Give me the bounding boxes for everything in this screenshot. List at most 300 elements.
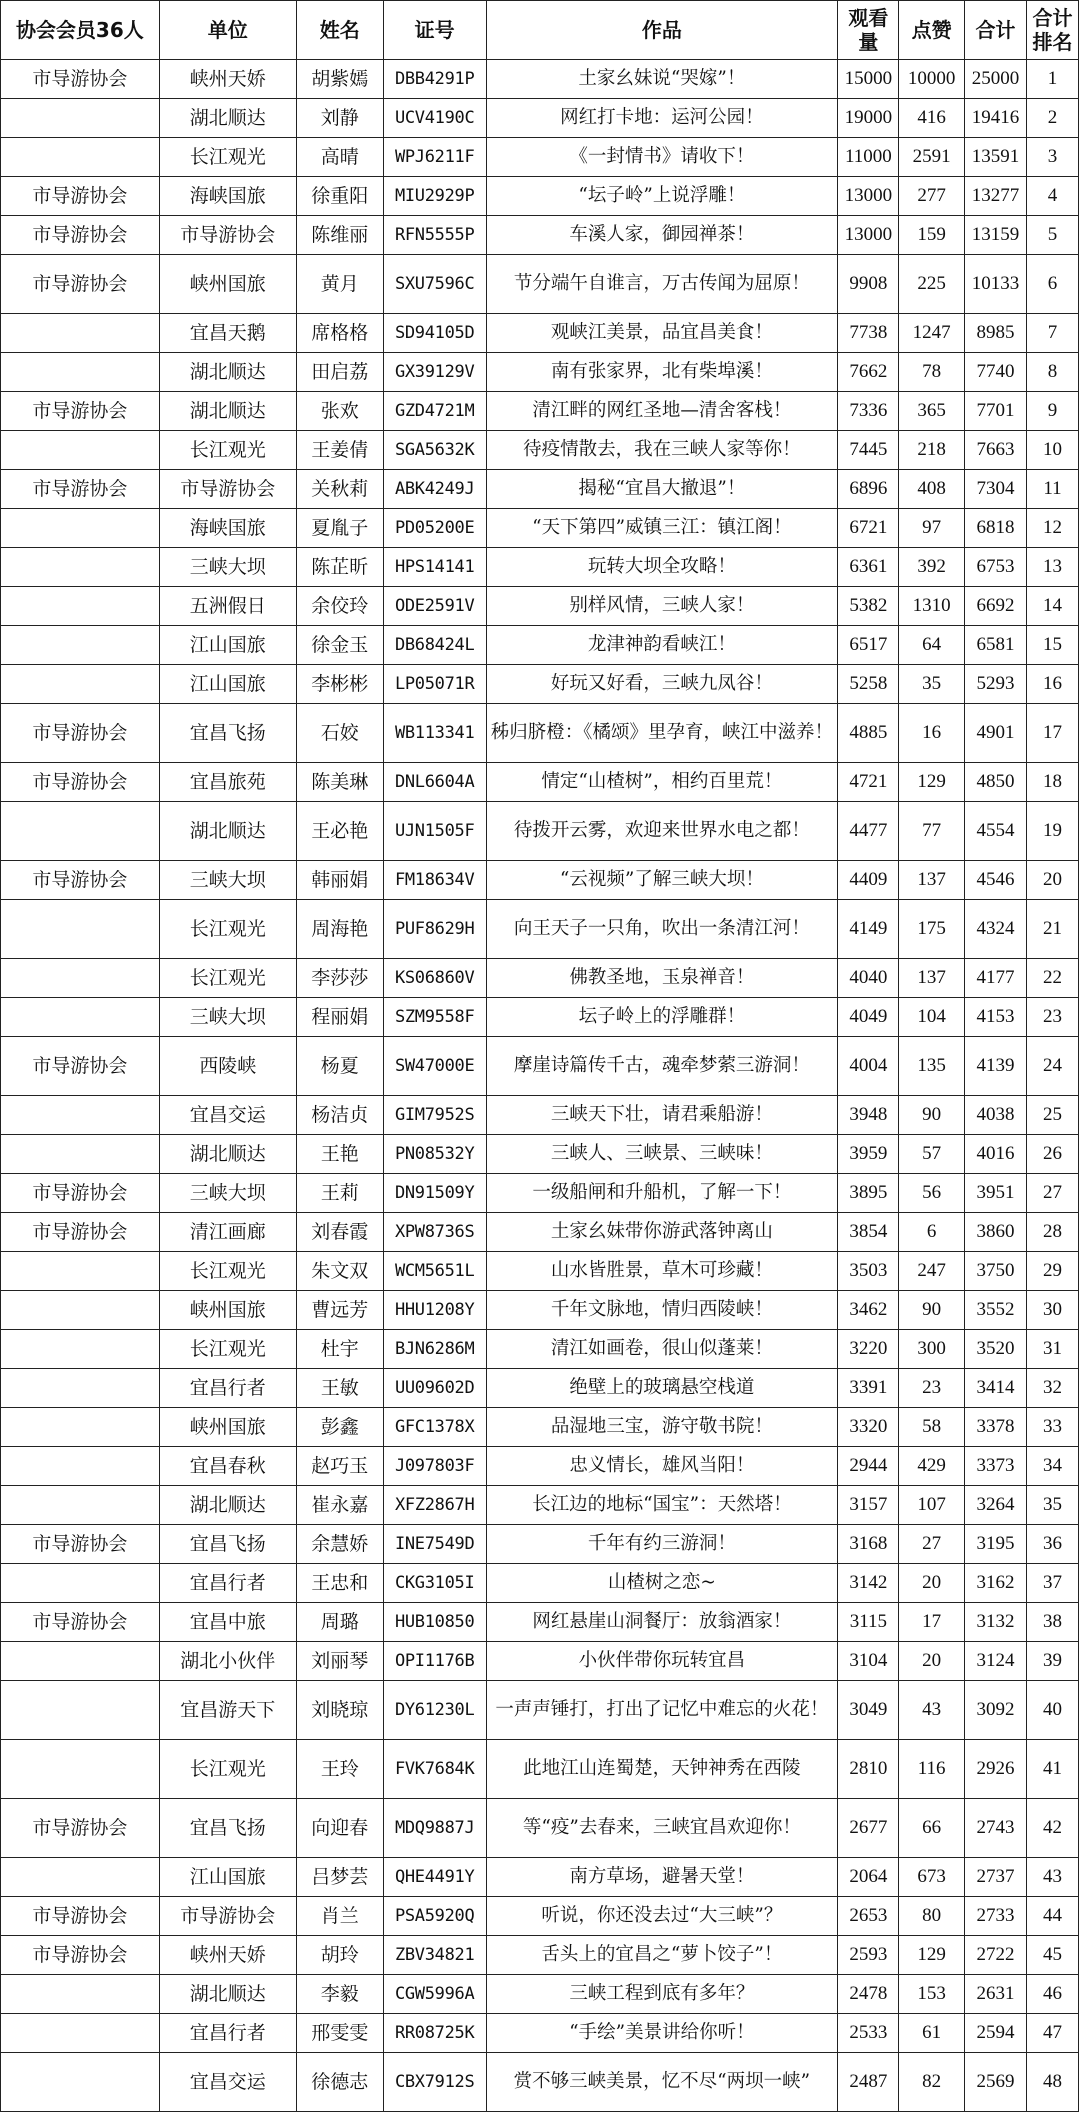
rank-cell: 39 bbox=[1027, 1642, 1079, 1681]
table-row bbox=[1, 1037, 1079, 1096]
cert-cell: RFN5555P bbox=[383, 216, 486, 255]
cert-cell: OPI1176B bbox=[383, 1642, 486, 1681]
name-cell: 刘春霞 bbox=[296, 1213, 383, 1252]
member-cell: 市导游协会 bbox=[1, 1603, 160, 1642]
cert-cell: GIM7952S bbox=[383, 1096, 486, 1135]
likes-cell: 80 bbox=[899, 1897, 964, 1936]
unit-cell: 湖北顺达 bbox=[159, 802, 296, 861]
unit-cell: 宜昌中旅 bbox=[159, 1603, 296, 1642]
views-cell: 4885 bbox=[838, 704, 899, 763]
work-cell: “天下第四”威镇三江：镇江阁！ bbox=[486, 509, 838, 548]
total-cell: 2594 bbox=[964, 2014, 1026, 2053]
views-cell: 2064 bbox=[838, 1858, 899, 1897]
total-cell: 3860 bbox=[964, 1213, 1026, 1252]
cert-cell: FM18634V bbox=[383, 861, 486, 900]
cert-cell: QHE4491Y bbox=[383, 1858, 486, 1897]
work-cell: “坛子岭”上说浮雕！ bbox=[486, 177, 838, 216]
member-cell bbox=[1, 802, 160, 861]
rank-cell: 22 bbox=[1027, 959, 1079, 998]
views-cell: 19000 bbox=[838, 99, 899, 138]
work-cell: 待拨开云雾，欢迎来世界水电之都！ bbox=[486, 802, 838, 861]
unit-cell: 宜昌天鹅 bbox=[159, 314, 296, 353]
cert-cell: PSA5920Q bbox=[383, 1897, 486, 1936]
name-cell: 杜宇 bbox=[296, 1330, 383, 1369]
likes-cell: 20 bbox=[899, 1642, 964, 1681]
member-cell: 市导游协会 bbox=[1, 1799, 160, 1858]
member-cell bbox=[1, 1330, 160, 1369]
total-cell: 13159 bbox=[964, 216, 1026, 255]
table-row bbox=[1, 1447, 1079, 1486]
likes-cell: 66 bbox=[899, 1799, 964, 1858]
total-cell: 4153 bbox=[964, 998, 1026, 1037]
name-cell: 徐德志 bbox=[296, 2053, 383, 2112]
unit-cell: 峡州天娇 bbox=[159, 1936, 296, 1975]
member-cell: 市导游协会 bbox=[1, 1525, 160, 1564]
views-cell: 3049 bbox=[838, 1681, 899, 1740]
cert-cell: ABK4249J bbox=[383, 470, 486, 509]
likes-cell: 90 bbox=[899, 1291, 964, 1330]
name-cell: 王艳 bbox=[296, 1135, 383, 1174]
name-cell: 夏胤子 bbox=[296, 509, 383, 548]
likes-cell: 20 bbox=[899, 1564, 964, 1603]
unit-cell: 湖北顺达 bbox=[159, 1486, 296, 1525]
work-cell: 玩转大坝全攻略！ bbox=[486, 548, 838, 587]
likes-cell: 225 bbox=[899, 255, 964, 314]
total-cell: 6753 bbox=[964, 548, 1026, 587]
total-cell: 3373 bbox=[964, 1447, 1026, 1486]
rank-cell: 5 bbox=[1027, 216, 1079, 255]
member-cell bbox=[1, 2053, 160, 2112]
total-cell: 6581 bbox=[964, 626, 1026, 665]
rank-cell: 35 bbox=[1027, 1486, 1079, 1525]
total-cell: 4850 bbox=[964, 763, 1026, 802]
likes-cell: 78 bbox=[899, 353, 964, 392]
table-row bbox=[1, 1897, 1079, 1936]
work-cell: 一声声锤打，打出了记忆中难忘的火花！ bbox=[486, 1681, 838, 1740]
total-cell: 3750 bbox=[964, 1252, 1026, 1291]
cert-cell: WPJ6211F bbox=[383, 138, 486, 177]
work-cell: 忠义情长，雄风当阳！ bbox=[486, 1447, 838, 1486]
member-cell: 市导游协会 bbox=[1, 1037, 160, 1096]
cert-cell: UU09602D bbox=[383, 1369, 486, 1408]
table-row bbox=[1, 900, 1079, 959]
table-row bbox=[1, 1096, 1079, 1135]
table-body bbox=[1, 60, 1079, 2112]
likes-cell: 218 bbox=[899, 431, 964, 470]
name-cell: 张欢 bbox=[296, 392, 383, 431]
rank-cell: 48 bbox=[1027, 2053, 1079, 2112]
rank-cell: 14 bbox=[1027, 587, 1079, 626]
rank-cell: 43 bbox=[1027, 1858, 1079, 1897]
name-cell: 胡玲 bbox=[296, 1936, 383, 1975]
table-row bbox=[1, 1858, 1079, 1897]
header-row bbox=[1, 1, 1079, 60]
name-cell: 程丽娟 bbox=[296, 998, 383, 1037]
likes-cell: 35 bbox=[899, 665, 964, 704]
cert-cell: PUF8629H bbox=[383, 900, 486, 959]
work-cell: 三峡人、三峡景、三峡味！ bbox=[486, 1135, 838, 1174]
views-cell: 3462 bbox=[838, 1291, 899, 1330]
views-cell: 7336 bbox=[838, 392, 899, 431]
rank-cell: 23 bbox=[1027, 998, 1079, 1037]
table-row bbox=[1, 314, 1079, 353]
unit-cell: 宜昌飞扬 bbox=[159, 704, 296, 763]
work-cell: 清江如画卷，很山似蓬莱！ bbox=[486, 1330, 838, 1369]
cert-cell: CKG3105I bbox=[383, 1564, 486, 1603]
rank-cell: 18 bbox=[1027, 763, 1079, 802]
views-cell: 2533 bbox=[838, 2014, 899, 2053]
name-cell: 余慧娇 bbox=[296, 1525, 383, 1564]
rank-cell: 25 bbox=[1027, 1096, 1079, 1135]
table-row bbox=[1, 99, 1079, 138]
work-cell: 摩崖诗篇传千古，魂牵梦萦三游洞！ bbox=[486, 1037, 838, 1096]
work-cell: 小伙伴带你玩转宜昌 bbox=[486, 1642, 838, 1681]
rank-cell: 28 bbox=[1027, 1213, 1079, 1252]
work-cell: “手绘”美景讲给你听！ bbox=[486, 2014, 838, 2053]
rank-cell: 44 bbox=[1027, 1897, 1079, 1936]
work-cell: 揭秘“宜昌大撤退”！ bbox=[486, 470, 838, 509]
total-cell: 8985 bbox=[964, 314, 1026, 353]
member-cell bbox=[1, 1564, 160, 1603]
likes-cell: 137 bbox=[899, 861, 964, 900]
cert-cell: HUB10850 bbox=[383, 1603, 486, 1642]
views-cell: 9908 bbox=[838, 255, 899, 314]
likes-cell: 6 bbox=[899, 1213, 964, 1252]
table-row bbox=[1, 177, 1079, 216]
unit-cell: 宜昌游天下 bbox=[159, 1681, 296, 1740]
name-cell: 肖兰 bbox=[296, 1897, 383, 1936]
total-cell: 4139 bbox=[964, 1037, 1026, 1096]
name-cell: 王忠和 bbox=[296, 1564, 383, 1603]
views-cell: 2653 bbox=[838, 1897, 899, 1936]
cert-cell: GZD4721M bbox=[383, 392, 486, 431]
unit-cell: 西陵峡 bbox=[159, 1037, 296, 1096]
member-cell: 市导游协会 bbox=[1, 1897, 160, 1936]
name-cell: 刘丽琴 bbox=[296, 1642, 383, 1681]
name-cell: 王姜倩 bbox=[296, 431, 383, 470]
rank-cell: 33 bbox=[1027, 1408, 1079, 1447]
likes-cell: 673 bbox=[899, 1858, 964, 1897]
work-cell: 土家幺妹说“哭嫁”！ bbox=[486, 60, 838, 99]
rank-cell: 10 bbox=[1027, 431, 1079, 470]
unit-cell: 湖北顺达 bbox=[159, 99, 296, 138]
unit-cell: 江山国旅 bbox=[159, 1858, 296, 1897]
unit-cell: 三峡大坝 bbox=[159, 1174, 296, 1213]
member-cell bbox=[1, 138, 160, 177]
table-row bbox=[1, 548, 1079, 587]
total-cell: 4324 bbox=[964, 900, 1026, 959]
rank-cell: 6 bbox=[1027, 255, 1079, 314]
unit-cell: 湖北顺达 bbox=[159, 1135, 296, 1174]
views-cell: 4409 bbox=[838, 861, 899, 900]
rank-cell: 34 bbox=[1027, 1447, 1079, 1486]
unit-cell: 三峡大坝 bbox=[159, 998, 296, 1037]
likes-cell: 300 bbox=[899, 1330, 964, 1369]
cert-cell: PD05200E bbox=[383, 509, 486, 548]
member-cell bbox=[1, 509, 160, 548]
table-row bbox=[1, 998, 1079, 1037]
cert-cell: DNL6604A bbox=[383, 763, 486, 802]
total-cell: 4901 bbox=[964, 704, 1026, 763]
likes-cell: 153 bbox=[899, 1975, 964, 2014]
cert-cell: GFC1378X bbox=[383, 1408, 486, 1447]
work-cell: 千年文脉地，情归西陵峡！ bbox=[486, 1291, 838, 1330]
cert-cell: PN08532Y bbox=[383, 1135, 486, 1174]
cert-cell: RR08725K bbox=[383, 2014, 486, 2053]
views-cell: 3948 bbox=[838, 1096, 899, 1135]
table-row bbox=[1, 353, 1079, 392]
views-cell: 3115 bbox=[838, 1603, 899, 1642]
unit-cell: 峡州国旅 bbox=[159, 1291, 296, 1330]
rank-cell: 13 bbox=[1027, 548, 1079, 587]
member-cell bbox=[1, 431, 160, 470]
name-cell: 徐重阳 bbox=[296, 177, 383, 216]
work-cell: 南有张家界，北有柴埠溪！ bbox=[486, 353, 838, 392]
member-cell bbox=[1, 1740, 160, 1799]
table-row bbox=[1, 1975, 1079, 2014]
total-cell: 3124 bbox=[964, 1642, 1026, 1681]
table-row bbox=[1, 802, 1079, 861]
name-cell: 关秋莉 bbox=[296, 470, 383, 509]
name-cell: 李莎莎 bbox=[296, 959, 383, 998]
unit-cell: 湖北小伙伴 bbox=[159, 1642, 296, 1681]
rank-cell: 31 bbox=[1027, 1330, 1079, 1369]
cert-cell: GX39129V bbox=[383, 353, 486, 392]
unit-cell: 峡州天娇 bbox=[159, 60, 296, 99]
unit-cell: 江山国旅 bbox=[159, 665, 296, 704]
cert-cell: CGW5996A bbox=[383, 1975, 486, 2014]
unit-cell: 江山国旅 bbox=[159, 626, 296, 665]
views-cell: 3157 bbox=[838, 1486, 899, 1525]
views-cell: 6361 bbox=[838, 548, 899, 587]
member-cell bbox=[1, 548, 160, 587]
table-row bbox=[1, 2014, 1079, 2053]
views-cell: 3959 bbox=[838, 1135, 899, 1174]
member-cell: 市导游协会 bbox=[1, 861, 160, 900]
table-row bbox=[1, 763, 1079, 802]
name-cell: 王玲 bbox=[296, 1740, 383, 1799]
unit-cell: 市导游协会 bbox=[159, 470, 296, 509]
table-row bbox=[1, 1291, 1079, 1330]
header-cert: 证号 bbox=[383, 1, 486, 60]
views-cell: 2478 bbox=[838, 1975, 899, 2014]
name-cell: 崔永嘉 bbox=[296, 1486, 383, 1525]
total-cell: 2631 bbox=[964, 1975, 1026, 2014]
name-cell: 徐金玉 bbox=[296, 626, 383, 665]
rank-cell: 42 bbox=[1027, 1799, 1079, 1858]
rank-cell: 4 bbox=[1027, 177, 1079, 216]
total-cell: 4554 bbox=[964, 802, 1026, 861]
unit-cell: 长江观光 bbox=[159, 959, 296, 998]
likes-cell: 64 bbox=[899, 626, 964, 665]
likes-cell: 82 bbox=[899, 2053, 964, 2112]
cert-cell: SD94105D bbox=[383, 314, 486, 353]
rank-cell: 7 bbox=[1027, 314, 1079, 353]
cert-cell: MDQ9887J bbox=[383, 1799, 486, 1858]
views-cell: 4049 bbox=[838, 998, 899, 1037]
table-row bbox=[1, 1252, 1079, 1291]
views-cell: 3391 bbox=[838, 1369, 899, 1408]
work-cell: 情定“山楂树”，相约百里荒！ bbox=[486, 763, 838, 802]
header-member: 协会会员36人 bbox=[1, 1, 160, 60]
work-cell: 三峡工程到底有多年？ bbox=[486, 1975, 838, 2014]
work-cell: 山水皆胜景，草木可珍藏！ bbox=[486, 1252, 838, 1291]
total-cell: 7663 bbox=[964, 431, 1026, 470]
total-cell: 3552 bbox=[964, 1291, 1026, 1330]
rank-cell: 12 bbox=[1027, 509, 1079, 548]
likes-cell: 57 bbox=[899, 1135, 964, 1174]
rank-cell: 41 bbox=[1027, 1740, 1079, 1799]
total-cell: 4546 bbox=[964, 861, 1026, 900]
member-cell: 市导游协会 bbox=[1, 704, 160, 763]
work-cell: 节分端午自谁言，万古传闻为屈原！ bbox=[486, 255, 838, 314]
name-cell: 石姣 bbox=[296, 704, 383, 763]
member-cell bbox=[1, 353, 160, 392]
cert-cell: SZM9558F bbox=[383, 998, 486, 1037]
rank-cell: 2 bbox=[1027, 99, 1079, 138]
name-cell: 高晴 bbox=[296, 138, 383, 177]
member-cell bbox=[1, 1681, 160, 1740]
rank-cell: 8 bbox=[1027, 353, 1079, 392]
total-cell: 3951 bbox=[964, 1174, 1026, 1213]
unit-cell: 峡州国旅 bbox=[159, 255, 296, 314]
views-cell: 6721 bbox=[838, 509, 899, 548]
work-cell: 等“疫”去春来，三峡宜昌欢迎你！ bbox=[486, 1799, 838, 1858]
total-cell: 3132 bbox=[964, 1603, 1026, 1642]
cert-cell: HHU1208Y bbox=[383, 1291, 486, 1330]
likes-cell: 16 bbox=[899, 704, 964, 763]
table-row bbox=[1, 60, 1079, 99]
member-cell bbox=[1, 959, 160, 998]
total-cell: 5293 bbox=[964, 665, 1026, 704]
likes-cell: 129 bbox=[899, 763, 964, 802]
work-cell: 坛子岭上的浮雕群！ bbox=[486, 998, 838, 1037]
work-cell: 网红悬崖山洞餐厅：放翁酒家！ bbox=[486, 1603, 838, 1642]
member-cell: 市导游协会 bbox=[1, 1213, 160, 1252]
unit-cell: 三峡大坝 bbox=[159, 548, 296, 587]
rank-cell: 47 bbox=[1027, 2014, 1079, 2053]
views-cell: 7738 bbox=[838, 314, 899, 353]
rank-cell: 19 bbox=[1027, 802, 1079, 861]
views-cell: 11000 bbox=[838, 138, 899, 177]
cert-cell: SXU7596C bbox=[383, 255, 486, 314]
table-row bbox=[1, 626, 1079, 665]
table-row bbox=[1, 1936, 1079, 1975]
table-row bbox=[1, 1408, 1079, 1447]
name-cell: 周海艳 bbox=[296, 900, 383, 959]
likes-cell: 247 bbox=[899, 1252, 964, 1291]
views-cell: 2677 bbox=[838, 1799, 899, 1858]
cert-cell: UJN1505F bbox=[383, 802, 486, 861]
unit-cell: 宜昌旅苑 bbox=[159, 763, 296, 802]
views-cell: 13000 bbox=[838, 177, 899, 216]
rank-cell: 11 bbox=[1027, 470, 1079, 509]
likes-cell: 61 bbox=[899, 2014, 964, 2053]
views-cell: 4721 bbox=[838, 763, 899, 802]
likes-cell: 107 bbox=[899, 1486, 964, 1525]
unit-cell: 五洲假日 bbox=[159, 587, 296, 626]
work-cell: 《一封情书》请收下！ bbox=[486, 138, 838, 177]
member-cell bbox=[1, 314, 160, 353]
likes-cell: 392 bbox=[899, 548, 964, 587]
member-cell bbox=[1, 1291, 160, 1330]
cert-cell: DB68424L bbox=[383, 626, 486, 665]
total-cell: 2743 bbox=[964, 1799, 1026, 1858]
unit-cell: 长江观光 bbox=[159, 431, 296, 470]
total-cell: 7740 bbox=[964, 353, 1026, 392]
unit-cell: 宜昌飞扬 bbox=[159, 1525, 296, 1564]
cert-cell: CBX7912S bbox=[383, 2053, 486, 2112]
unit-cell: 湖北顺达 bbox=[159, 353, 296, 392]
total-cell: 3162 bbox=[964, 1564, 1026, 1603]
cert-cell: SGA5632K bbox=[383, 431, 486, 470]
unit-cell: 三峡大坝 bbox=[159, 861, 296, 900]
likes-cell: 10000 bbox=[899, 60, 964, 99]
name-cell: 杨洁贞 bbox=[296, 1096, 383, 1135]
likes-cell: 2591 bbox=[899, 138, 964, 177]
work-cell: 南方草场，避暑天堂！ bbox=[486, 1858, 838, 1897]
table-row bbox=[1, 216, 1079, 255]
member-cell bbox=[1, 665, 160, 704]
rank-cell: 17 bbox=[1027, 704, 1079, 763]
views-cell: 4477 bbox=[838, 802, 899, 861]
work-cell: 秭归脐橙：《橘颂》里孕育，峡江中滋养！ bbox=[486, 704, 838, 763]
table-row bbox=[1, 665, 1079, 704]
total-cell: 7304 bbox=[964, 470, 1026, 509]
unit-cell: 长江观光 bbox=[159, 1740, 296, 1799]
total-cell: 3520 bbox=[964, 1330, 1026, 1369]
name-cell: 朱文双 bbox=[296, 1252, 383, 1291]
rank-cell: 26 bbox=[1027, 1135, 1079, 1174]
likes-cell: 90 bbox=[899, 1096, 964, 1135]
cert-cell: ODE2591V bbox=[383, 587, 486, 626]
name-cell: 陈维丽 bbox=[296, 216, 383, 255]
name-cell: 吕梦芸 bbox=[296, 1858, 383, 1897]
total-cell: 6818 bbox=[964, 509, 1026, 548]
total-cell: 3378 bbox=[964, 1408, 1026, 1447]
unit-cell: 峡州国旅 bbox=[159, 1408, 296, 1447]
unit-cell: 宜昌交运 bbox=[159, 2053, 296, 2112]
table-row bbox=[1, 1799, 1079, 1858]
views-cell: 4004 bbox=[838, 1037, 899, 1096]
work-cell: 土家幺妹带你游武落钟离山 bbox=[486, 1213, 838, 1252]
likes-cell: 97 bbox=[899, 509, 964, 548]
cert-cell: WB113341 bbox=[383, 704, 486, 763]
rank-cell: 46 bbox=[1027, 1975, 1079, 2014]
name-cell: 向迎春 bbox=[296, 1799, 383, 1858]
cert-cell: LP05071R bbox=[383, 665, 486, 704]
table-row bbox=[1, 861, 1079, 900]
unit-cell: 长江观光 bbox=[159, 1330, 296, 1369]
name-cell: 韩丽娟 bbox=[296, 861, 383, 900]
cert-cell: SW47000E bbox=[383, 1037, 486, 1096]
likes-cell: 77 bbox=[899, 802, 964, 861]
cert-cell: MIU2929P bbox=[383, 177, 486, 216]
total-cell: 2926 bbox=[964, 1740, 1026, 1799]
name-cell: 周璐 bbox=[296, 1603, 383, 1642]
member-cell: 市导游协会 bbox=[1, 177, 160, 216]
cert-cell: INE7549D bbox=[383, 1525, 486, 1564]
cert-cell: DBB4291P bbox=[383, 60, 486, 99]
member-cell bbox=[1, 1252, 160, 1291]
cert-cell: J097803F bbox=[383, 1447, 486, 1486]
member-cell: 市导游协会 bbox=[1, 60, 160, 99]
views-cell: 13000 bbox=[838, 216, 899, 255]
total-cell: 19416 bbox=[964, 99, 1026, 138]
name-cell: 赵巧玉 bbox=[296, 1447, 383, 1486]
table-row bbox=[1, 138, 1079, 177]
unit-cell: 长江观光 bbox=[159, 1252, 296, 1291]
